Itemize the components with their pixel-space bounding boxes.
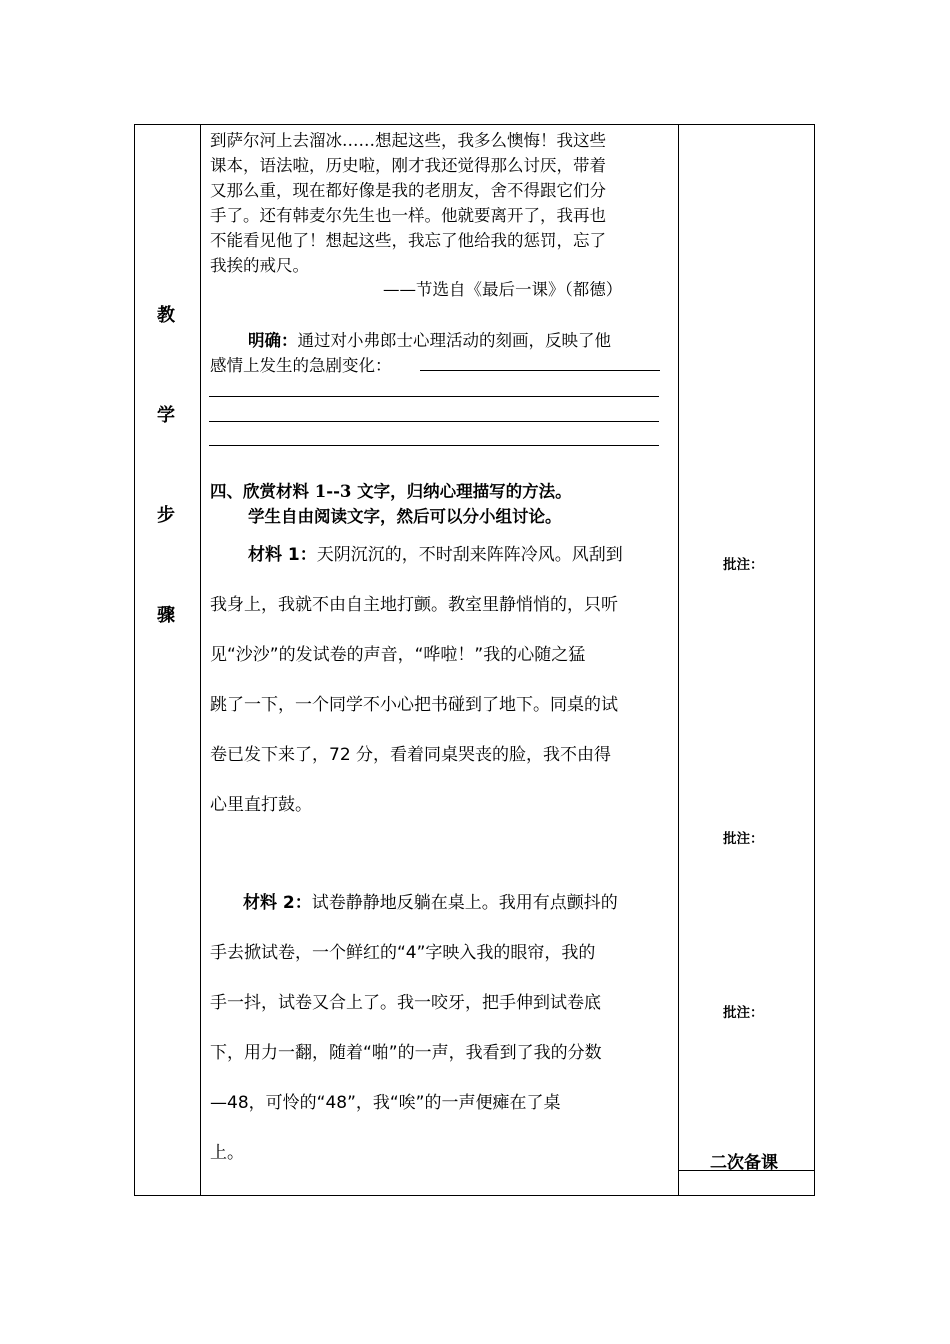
answer-blank	[209, 396, 659, 397]
clarify-line-2: 感情上发生的急剧变化：	[210, 356, 392, 375]
annotation-label: 批注：	[723, 831, 764, 847]
material-1-text: 天阴沉沉的，不时刮来阵阵冷风。风刮到	[316, 545, 623, 565]
excerpt-line: 课本，语法啦，历史啦，刚才我还觉得那么讨厌，带着	[210, 156, 606, 175]
material-2-line: —48，可怜的“48”，我“唉”的一声便瘫在了桌	[210, 1093, 561, 1113]
section-4-heading: 四、欣赏材料 1--3 文字，归纳心理描写的方法。	[210, 482, 572, 501]
excerpt-line: 手了。还有韩麦尔先生也一样。他就要离开了，我再也	[210, 206, 606, 225]
material-2-line-1	[243, 888, 618, 913]
column-divider-left	[200, 125, 201, 1195]
clarify-text: 通过对小弗郎士心理活动的刻画，反映了他	[297, 331, 611, 350]
side-label-bu: 步	[157, 505, 175, 526]
material-1-line: 心里直打鼓。	[210, 795, 312, 815]
second-prep-label: 二次备课	[710, 1153, 778, 1173]
excerpt-source: ——节选自《最后一课》（都德）	[383, 280, 623, 299]
excerpt-line: 不能看见他了！想起这些，我忘了他给我的惩罚，忘了	[210, 231, 606, 250]
side-label-xue: 学	[157, 405, 175, 426]
material-1-line: 卷已发下来了，72 分，看着同桌哭丧的脸，我不由得	[210, 745, 612, 765]
section-4-instruction: 学生自由阅读文字，然后可以分小组讨论。	[248, 507, 562, 526]
material-2-line: 下，用力一翻，随着“啪”的一声，我看到了我的分数	[210, 1043, 602, 1063]
answer-blank	[209, 421, 659, 422]
material-2-line: 上。	[210, 1143, 244, 1163]
material-2-line: 手去掀试卷，一个鲜红的“4”字映入我的眼帘，我的	[210, 943, 596, 963]
side-label-zhou: 骤	[157, 605, 175, 626]
column-divider-right	[678, 125, 679, 1195]
answer-blank	[420, 370, 660, 371]
material-1-line: 见“沙沙”的发试卷的声音，“哗啦！”我的心随之猛	[210, 645, 586, 665]
excerpt-line: 我挨的戒尺。	[210, 256, 309, 275]
excerpt-line: 又那么重，现在都好像是我的老朋友，舍不得跟它们分	[210, 181, 606, 200]
answer-blank	[209, 445, 659, 446]
material-1-line: 我身上，我就不由自主地打颤。教室里静悄悄的，只听	[210, 595, 618, 615]
excerpt-line: 到萨尔河上去溜冰……想起这些，我多么懊悔！我这些	[210, 131, 606, 150]
clarify-label: 明确：	[248, 331, 298, 350]
annotation-label: 批注：	[723, 557, 764, 573]
clarify-line-1	[248, 327, 611, 351]
material-1-line-1	[248, 540, 623, 565]
lesson-table	[134, 124, 815, 1196]
side-label-jiao: 教	[157, 305, 175, 326]
material-1-line: 跳了一下，一个同学不小心把书碰到了地下。同桌的试	[210, 695, 618, 715]
material-2-label: 材料 2：	[243, 893, 312, 913]
annotation-label: 批注：	[723, 1005, 764, 1021]
material-2-line: 手一抖，试卷又合上了。我一咬牙，把手伸到试卷底	[210, 993, 601, 1013]
material-1-label: 材料 1：	[248, 545, 317, 565]
material-2-text: 试卷静静地反躺在桌上。我用有点颤抖的	[311, 893, 618, 913]
